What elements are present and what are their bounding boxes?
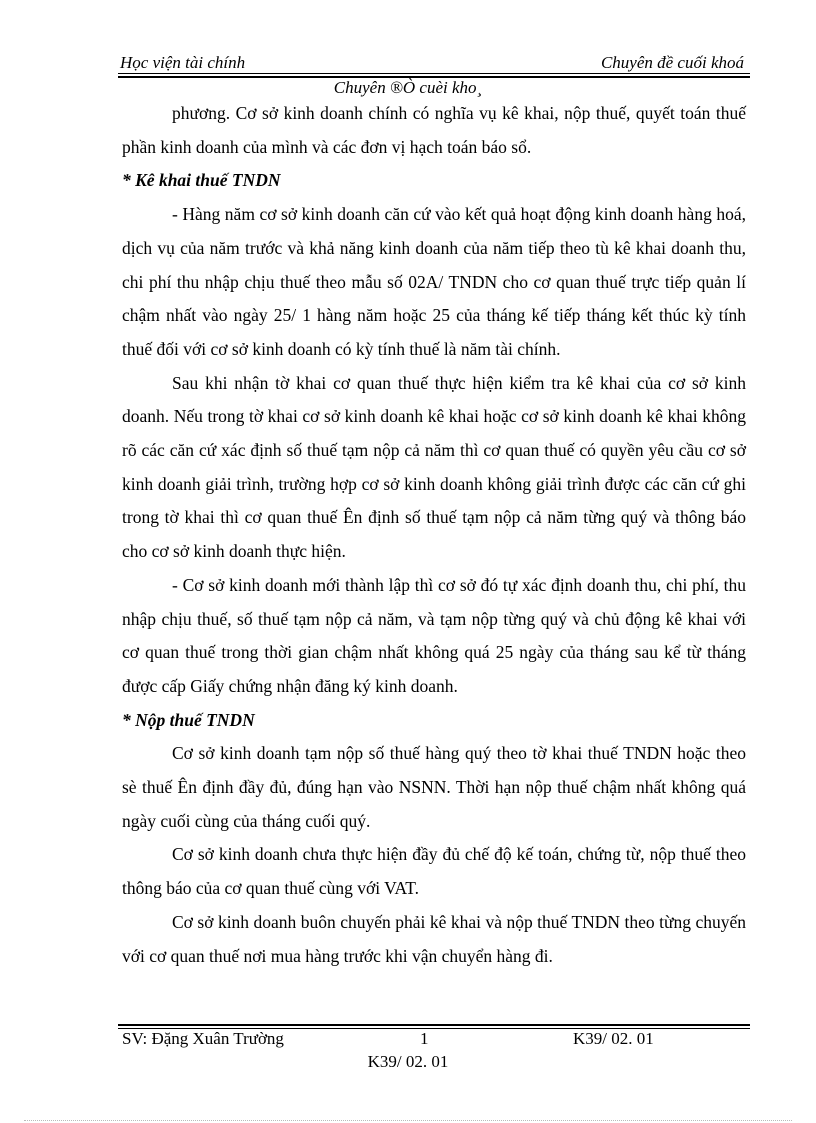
footer-rule-thick: [118, 1024, 750, 1026]
footer-class-code: K39/ 02. 01: [573, 1029, 654, 1048]
section-heading-declaration: * Kê khai thuế TNDN: [122, 170, 281, 191]
footer-student: SV: Đặng Xuân Trường: [122, 1029, 284, 1048]
footer-page-number: 1: [420, 1029, 429, 1048]
section-heading-payment: * Nộp thuế TNDN: [122, 709, 255, 730]
footer-subtitle: K39/ 02. 01: [367, 1052, 449, 1071]
paragraph-2: - Hàng năm cơ sở kinh doanh căn cứ vào kết quả hoạt động kinh doanh hàng hoá, dịch vụ của năm trước và khả năng kinh doanh của năm tiếp theo tù kê khai doanh thu, chi phí thu nhập chịu thuế theo mẫu số 02A/ TNDN cho cơ quan thuế trực tiếp quản lí chậm nhất vào ngày 25/ 1 hàng năm hoặc 25 của tháng kế tiếp tháng kết thúc kỳ tính thuế đối với cơ sở kinh doanh có kỳ tính thuế là năm tài chính.: [122, 204, 746, 359]
document-body: [122, 97, 746, 973]
paragraph-3: Sau khi nhận tờ khai cơ quan thuế thực hiện kiểm tra kê khai của cơ sở kinh doanh. Nếu trong tờ khai cơ sở kinh doanh kê khai hoặc cơ sở kinh doanh kê khai không rõ các căn cứ xác định số thuế tạm nộp cả năm thì cơ quan thuế có quyền yêu cầu cơ sở kinh doanh giải trình, trường hợp cơ sở kinh doanh không giải trình được các căn cứ ghi trong tờ khai thì cơ quan thuế Ên định số thuế tạm nộp cả năm từng quý và thông báo cho cơ sở kinh doanh thực hiện.: [122, 372, 746, 562]
header-rule-thin: [118, 73, 750, 74]
page-header-subtitle: Chuyên ®Ò cuèi kho¸: [333, 78, 483, 97]
paragraph-1: phương. Cơ sở kinh doanh chính có nghĩa vụ kê khai, nộp thuế, quyết toán thuế phần kinh doanh của mình và các đơn vị hạch toán báo sổ.: [122, 103, 746, 157]
paragraph-5: Cơ sở kinh doanh tạm nộp số thuế hàng quý theo tờ khai thuế TNDN hoặc theo sè thuế Ên định đầy đủ, đúng hạn vào NSNN. Thời hạn nộp thuế chậm nhất không quá ngày cuối cùng của tháng cuối quý.: [122, 743, 746, 831]
paragraph-4: - Cơ sở kinh doanh mới thành lập thì cơ sở đó tự xác định doanh thu, chi phí, thu nhập chịu thuế, số thuế tạm nộp cả năm, và tạm nộp từng quý và chủ động kê khai với cơ quan thuế trong thời gian chậm nhất không quá 25 ngày của tháng sau kể từ tháng được cấp Giấy chứng nhận đăng ký kinh doanh.: [122, 574, 746, 696]
page-header-right: Chuyên đề cuối khoá: [600, 53, 744, 72]
paragraph-7: Cơ sở kinh doanh buôn chuyến phải kê khai và nộp thuế TNDN theo từng chuyến với cơ quan thuế nơi mua hàng trước khi vận chuyển hàng đi.: [122, 911, 746, 966]
page-header-left: Học viện tài chính: [120, 53, 246, 72]
paragraph-6: Cơ sở kinh doanh chưa thực hiện đầy đủ chế độ kế toán, chứng từ, nộp thuế theo thông báo của cơ quan thuế cùng với VAT.: [122, 844, 746, 899]
page-bottom-border: [24, 1120, 792, 1121]
